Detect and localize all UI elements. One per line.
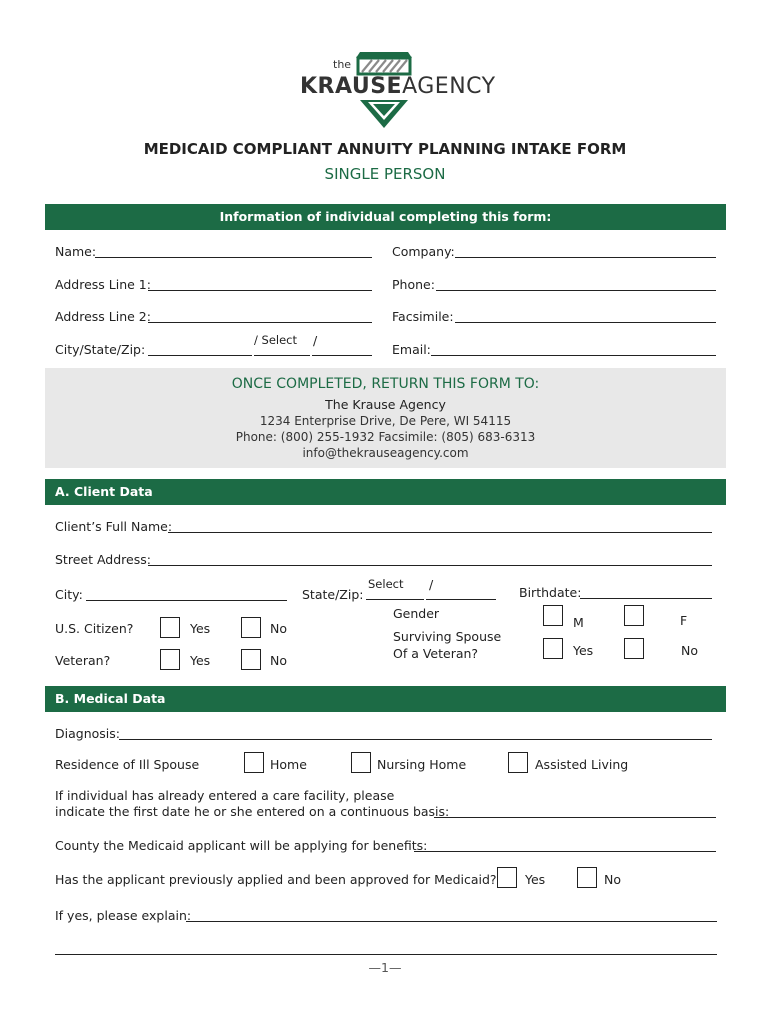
street-label: Street Address: <box>55 552 151 567</box>
birthdate-field[interactable] <box>580 598 712 599</box>
zip-field[interactable] <box>312 355 372 356</box>
surviving-spouse-label-2: Of a Veteran? <box>393 646 479 661</box>
veteran-no-label: No <box>270 653 287 668</box>
residence-home-checkbox[interactable] <box>244 752 264 773</box>
logo-brand <box>300 74 496 99</box>
return-address: 1234 Enterprise Drive, De Pere, WI 54115 <box>259 414 512 428</box>
medical-section-title: B. Medical Data <box>55 691 166 706</box>
state-zip-separator: / <box>313 333 318 348</box>
veteran-no-checkbox[interactable] <box>241 649 261 670</box>
address2-field[interactable] <box>148 322 372 323</box>
gender-f-checkbox[interactable] <box>624 605 644 626</box>
residence-assisted-living-label: Assisted Living <box>535 757 629 772</box>
care-facility-label-2: indicate the first date he or she entered on a continuous basis: <box>55 804 450 819</box>
residence-nursing-home-checkbox[interactable] <box>351 752 371 773</box>
previously-applied-no-label: No <box>604 872 621 887</box>
medical-section-header <box>45 686 726 712</box>
facsimile-label: Facsimile: <box>392 309 454 324</box>
address1-field[interactable] <box>148 290 372 291</box>
citizen-no-checkbox[interactable] <box>241 617 261 638</box>
address1-label: Address Line 1: <box>55 277 151 292</box>
city-state-zip-label: City/State/Zip: <box>55 342 146 357</box>
diagnosis-field[interactable] <box>119 739 712 740</box>
surviving-spouse-yes-label: Yes <box>573 643 594 658</box>
name-label: Name: <box>55 244 97 259</box>
gender-label: Gender <box>393 606 440 621</box>
return-phones: Phone: (800) 255-1932 Facsimile: (805) 683-6313 <box>235 430 536 444</box>
previously-applied-yes-label: Yes <box>525 872 546 887</box>
client-name-label: Client’s Full Name: <box>55 519 173 534</box>
veteran-yes-checkbox[interactable] <box>160 649 180 670</box>
diagnosis-label: Diagnosis: <box>55 726 120 741</box>
client-zip-field[interactable] <box>426 599 496 600</box>
citizen-yes-label: Yes <box>190 621 211 636</box>
name-field[interactable] <box>95 257 372 258</box>
street-field[interactable] <box>148 565 712 566</box>
logo-brand-bold: KRAUSE <box>300 74 403 99</box>
care-facility-date-field[interactable] <box>434 817 716 818</box>
surviving-spouse-label-1: Surviving Spouse <box>393 629 502 644</box>
surviving-spouse-no-checkbox[interactable] <box>624 638 644 659</box>
county-field[interactable] <box>414 851 716 852</box>
client-section-title: A. Client Data <box>55 484 153 499</box>
state-field[interactable] <box>254 355 310 356</box>
company-field[interactable] <box>455 257 716 258</box>
state-select[interactable]: / Select <box>254 333 298 347</box>
veteran-yes-label: Yes <box>190 653 211 668</box>
residence-nursing-home-label: Nursing Home <box>377 757 467 772</box>
client-state-field[interactable] <box>366 599 424 600</box>
city-label: City: <box>55 587 83 602</box>
previously-applied-label: Has the applicant previously applied and been approved for Medicaid? <box>55 872 497 887</box>
citizen-yes-checkbox[interactable] <box>160 617 180 638</box>
facsimile-field[interactable] <box>455 322 716 323</box>
gender-m-checkbox[interactable] <box>543 605 563 626</box>
return-company: The Krause Agency <box>325 397 446 412</box>
logo-small-text: the <box>333 58 352 71</box>
previously-applied-yes-checkbox[interactable] <box>497 867 517 888</box>
residence-assisted-living-checkbox[interactable] <box>508 752 528 773</box>
care-facility-label-1: If individual has already entered a care facility, please <box>55 788 395 803</box>
explain-label: If yes, please explain: <box>55 908 192 923</box>
explain-field-line-1[interactable] <box>186 921 717 922</box>
explain-field-line-2[interactable] <box>55 954 717 955</box>
info-section-header: Information of individual completing this form: <box>45 204 726 230</box>
return-email: info@thekrauseagency.com <box>302 446 469 460</box>
surviving-spouse-no-label: No <box>681 643 698 658</box>
gender-m-label: M <box>573 615 584 630</box>
phone-label: Phone: <box>392 277 435 292</box>
phone-field[interactable] <box>436 290 716 291</box>
client-name-field[interactable] <box>168 532 712 533</box>
email-field[interactable] <box>431 355 716 356</box>
citizen-label: U.S. Citizen? <box>55 621 134 636</box>
city-field[interactable] <box>148 355 252 356</box>
form-title: MEDICAID COMPLIANT ANNUITY PLANNING INTAKE FORM <box>143 140 627 158</box>
form-subtitle: SINGLE PERSON <box>324 165 446 183</box>
return-heading: ONCE COMPLETED, RETURN THIS FORM TO: <box>231 376 540 392</box>
surviving-spouse-yes-checkbox[interactable] <box>543 638 563 659</box>
county-label: County the Medicaid applicant will be applying for benefits: <box>55 838 428 853</box>
address2-label: Address Line 2: <box>55 309 151 324</box>
citizen-no-label: No <box>270 621 287 636</box>
veteran-label: Veteran? <box>55 653 111 668</box>
state-zip-label: State/Zip: <box>302 587 364 602</box>
birthdate-label: Birthdate: <box>519 585 582 600</box>
company-label: Company: <box>392 244 455 259</box>
logo <box>300 44 496 132</box>
residence-label: Residence of Ill Spouse <box>55 757 200 772</box>
client-state-select[interactable]: Select <box>368 577 404 591</box>
client-section-header <box>45 479 726 505</box>
residence-home-label: Home <box>270 757 307 772</box>
page-number: —1— <box>368 960 402 975</box>
client-state-zip-separator: / <box>429 577 434 592</box>
logo-brand-light: AGENCY <box>402 74 496 99</box>
return-box <box>45 368 726 468</box>
client-city-field[interactable] <box>86 600 287 601</box>
previously-applied-no-checkbox[interactable] <box>577 867 597 888</box>
email-label: Email: <box>392 342 431 357</box>
gender-f-label: F <box>680 613 688 628</box>
